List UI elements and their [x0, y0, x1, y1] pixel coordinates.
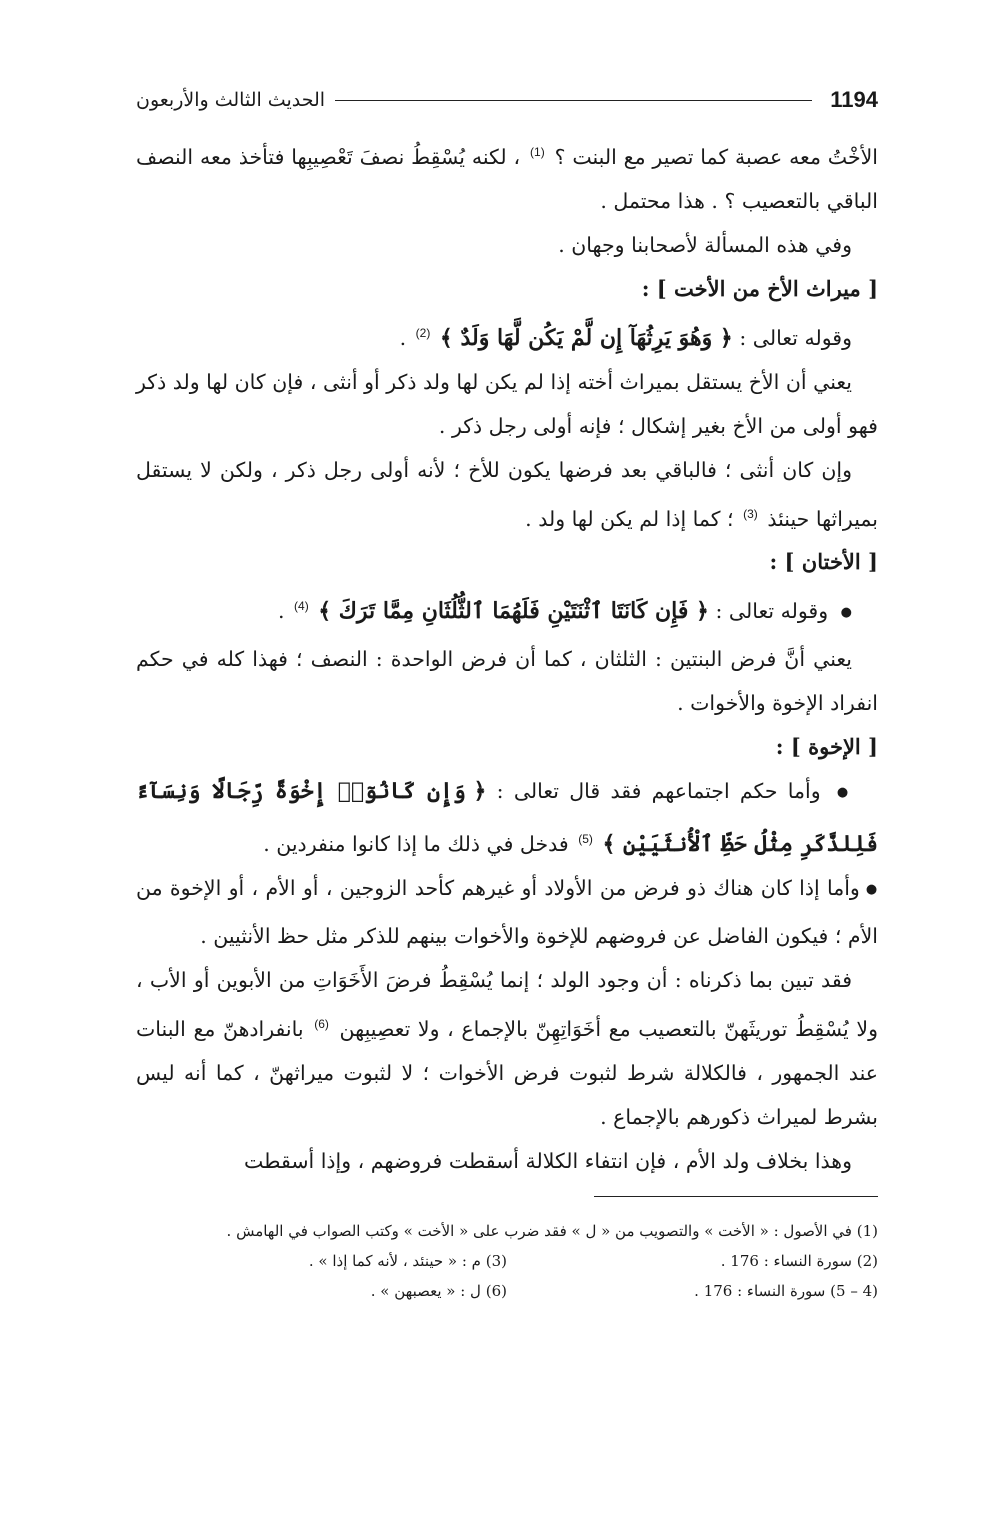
paragraph-text: فدخل في ذلك ما إذا كانوا منفردين . [263, 832, 569, 857]
page-header [136, 82, 878, 118]
paragraph-7: يعني أنَّ فرض البنتين : الثلثان ، كما أن فرض الواحدة : النصف ؛ فهذا كله في حكم انفراد الإخوة والأخوات . [136, 647, 878, 716]
paragraph-text: بانفرادهنّ مع البنات عند الجمهور ، فالكلالة شرط لثبوت فرض الأخوات ؛ لا لثبوت ميراثهنّ ، كما أنه ليس بشرط لميراث ذكورهم بالإجماع . [136, 1016, 878, 1129]
footnote-3: (3) م : « حينئد ، لأنه كما إذا » . [308, 1252, 507, 1270]
running-title: الحديث الثالث والأربعون [136, 89, 326, 111]
paragraph-text: وقوله تعالى : [739, 325, 852, 350]
paragraph-4: يعني أن الأخ يستقل بميراث أخته إذا لم يكن لها ولد ذكر أو أنثى ، فإن كان لها ولد ذكر فهو أولى من الأخ بغير إشكال ؛ فإنه أولى رجل ذكر . [136, 369, 878, 438]
footnote-ref-4: (4) [294, 599, 309, 614]
paragraph-6 [136, 584, 878, 637]
footnote-ref-6: (6) [314, 1017, 329, 1032]
paragraph-text: فقد تبين بما ذكرناه : أن وجود الولد ؛ إنما يُسْقِطُ فرضَ الأَخَوَاتِ من الأبوين أو الأب ، ولا يُسْقِطُ توريثَهنّ بالتعصيب مع أخَوَاتِهِنّ بالإجماع ، ولا تعصِيبِهن [136, 968, 878, 1041]
quran-verse: ﴿ فَإِن كَانَتَا ٱثْنَتَيْنِ فَلَهُمَا ٱلثُّلُثَانِ مِمَّا تَرَكَ ﴾ [318, 598, 709, 625]
section-heading-siblings: [ الإخوة ] : [775, 734, 878, 760]
footnote-ref-5: (5) [578, 832, 593, 847]
paragraph-text: وقوله تعالى : [715, 599, 829, 624]
footnote-ref-2: (2) [415, 325, 431, 340]
paragraph-text: . [277, 599, 285, 624]
paragraph-text: ، لكنه يُسْقِطُ نصفَ تَعْصِيبِها فتأخذ معه النصف الباقي بالتعصيب ؟ . هذا محتمل . [136, 144, 878, 213]
footnote-1: (1) في الأصول : « الأخت » والتصويب من « ل » فقد ضرب على « الأخت » وكتب الصواب في الهامش . [226, 1222, 878, 1240]
paragraph-text: ؛ كما إذا لم يكن لها ولد . [525, 506, 734, 531]
paragraph-2: وفي هذه المسألة لأصحابنا وجهان . [558, 232, 852, 257]
footnote-2: (2) سورة النساء : 176 . [720, 1252, 878, 1270]
footnote-row [136, 1246, 878, 1276]
footnotes [136, 1216, 878, 1306]
body-text [136, 130, 878, 1183]
footnote-ref-3: (3) [743, 506, 758, 521]
header-rule [335, 100, 812, 101]
footnote-6: (6) ل : « يعصبهن » . [370, 1282, 507, 1300]
paragraph-11: وهذا بخلاف ولد الأم ، فإن انتفاء الكلالة أسقطت فروضهم ، وإذا أسقطت [244, 1148, 852, 1173]
footnote-row [136, 1276, 878, 1306]
paragraph-10 [136, 958, 878, 1139]
paragraph-text: . [399, 325, 407, 350]
paragraph-text: وإن كان أنثى ؛ فالباقي بعد فرضها يكون للأخ ؛ لأنه أولى رجل ذكر ، ولكن لا يستقل بميراثها حينئذ [136, 457, 878, 531]
paragraph-8 [136, 769, 878, 866]
paragraph-text: وأما حكم اجتماعهم فقد قال تعالى : [496, 779, 821, 804]
footnote-separator [594, 1196, 878, 1197]
paragraph-3 [136, 311, 878, 360]
section-heading-two-sisters: [ الأختان ] : [769, 549, 878, 575]
quran-verse: ﴿ وَإِن كَانُوٓا۟ إِخْوَةً رِّجَالًا وَنِسَآءً فَلِلذَّكَرِ مِثْلُ حَظِّ ٱلْأُنثَيَيْنِ ﴾ [136, 778, 878, 858]
paragraph-9: ● وأما إذا كان هناك ذو فرض من الأولاد أو غيرهم كأحد الزوجين ، أو الأم ، أو الإخوة من الأم ؛ فيكون الفاضل عن فروضهم للإخوة والأخوات بينهم للذكر مثل حظ الأنثيين . [136, 866, 878, 958]
footnote-4-5: (4 – 5) سورة النساء : 176 . [694, 1282, 878, 1300]
page-number: 1194 [830, 87, 878, 112]
quran-verse: ﴿ وَهُوَ يَرِثُهَآ إِن لَّمْ يَكُن لَّهَا وَلَدٌ ﴾ [439, 324, 733, 351]
paragraph-1 [136, 130, 878, 223]
footnote-ref-1: (1) [530, 145, 545, 159]
section-heading-brother-from-sister: [ ميراث الأخ من الأخت ] : [641, 275, 878, 301]
paragraph-5 [136, 448, 878, 541]
paragraph-text: الأخْتُ معه عصبة كما تصير مع البنت ؟ [554, 144, 878, 169]
